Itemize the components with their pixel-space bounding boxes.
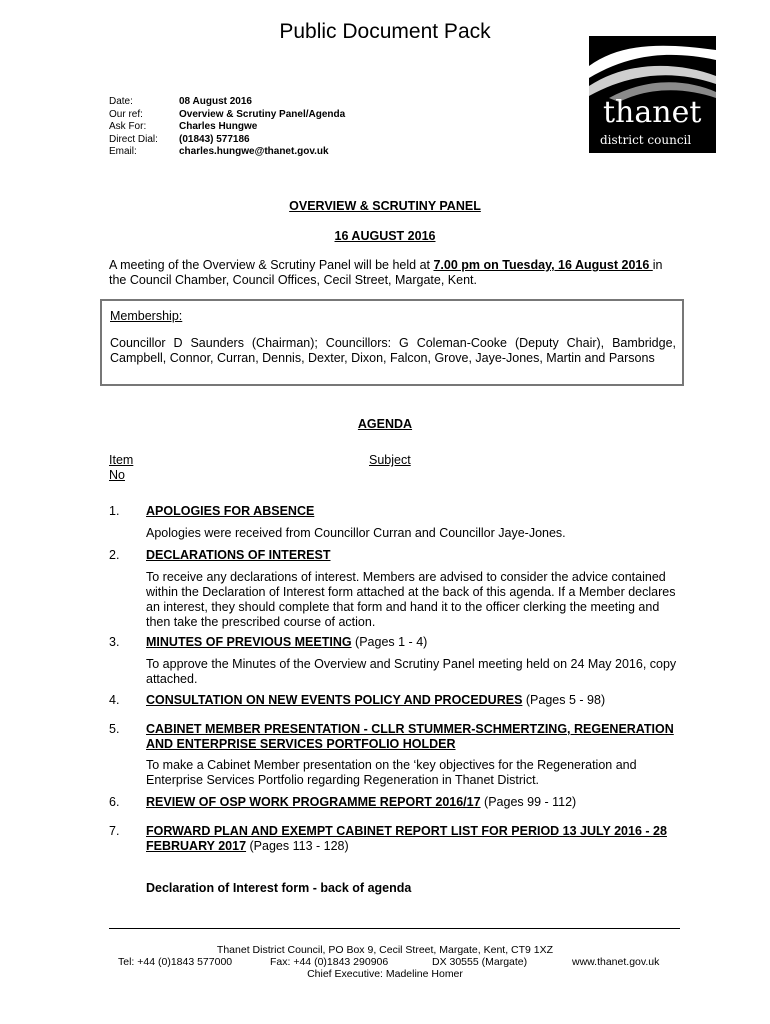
- item-number: 3.: [109, 635, 120, 649]
- footer-divider: [109, 928, 680, 929]
- item-title-text: REVIEW OF OSP WORK PROGRAMME REPORT 2016/17: [146, 795, 481, 809]
- membership-text: Councillor D Saunders (Chairman); Councillors: G Coleman-Cooke (Deputy Chair), Bambridge, Campbell, Connor, Curran, Dennis, Dexter, Dixon, Falcon, Grove, Jaye-Jones, Martin and Parsons: [110, 336, 676, 365]
- logo-wordmark: thanet: [603, 95, 702, 130]
- agenda-item-title: [146, 722, 691, 752]
- intro-time-date: 7.00 pm on Tuesday, 16 August 2016: [433, 258, 653, 272]
- agenda-item-title: [146, 795, 691, 810]
- agenda-item-description: To make a Cabinet Member presentation on the ‘key objectives for the Regeneration and Enterprise Services Portfolio regarding Regeneration in Thanet District.: [146, 758, 637, 787]
- meta-label: Email:: [109, 146, 137, 158]
- meta-value: Overview & Scrutiny Panel/Agenda: [179, 108, 346, 120]
- meta-value: 08 August 2016: [179, 96, 252, 107]
- item-pages: (Pages 113 - 128): [246, 839, 349, 853]
- declaration-note: Declaration of Interest form - back of agenda: [146, 881, 412, 895]
- item-title-text: APOLOGIES FOR ABSENCE: [146, 504, 315, 518]
- agenda-item-title: [146, 693, 691, 708]
- column-subject: Subject: [369, 453, 411, 467]
- agenda-item-title: [146, 504, 691, 519]
- intro-location: in the Council Chamber, Council Offices, Cecil Street, Margate, Kent.: [109, 258, 663, 287]
- agenda-item-description: To approve the Minutes of the Overview and Scrutiny Panel meeting held on 24 May 2016, copy attached.: [146, 657, 677, 686]
- item-number: 1.: [109, 504, 120, 518]
- column-no: No: [109, 468, 125, 482]
- item-number: 2.: [109, 548, 120, 562]
- footer-dx: DX 30555 (Margate): [432, 956, 528, 968]
- meeting-intro: [109, 258, 679, 288]
- footer-chief-executive: Chief Executive: Madeline Homer: [307, 968, 463, 980]
- footer-website[interactable]: www.thanet.gov.uk: [572, 956, 660, 968]
- meta-value: charles.hungwe@thanet.gov.uk: [179, 146, 329, 158]
- item-title-text: CONSULTATION ON NEW EVENTS POLICY AND PROCEDURES: [146, 693, 523, 707]
- meta-value: Charles Hungwe: [179, 121, 258, 133]
- item-title-text: DECLARATIONS OF INTEREST: [146, 548, 331, 562]
- item-number: 6.: [109, 795, 120, 809]
- logo-subtitle: district council: [600, 133, 692, 147]
- panel-heading: OVERVIEW & SCRUTINY PANEL: [289, 199, 481, 213]
- meta-value: (01843) 577186: [179, 133, 250, 145]
- meta-label: Date:: [109, 96, 133, 107]
- footer-address: Thanet District Council, PO Box 9, Cecil Street, Margate, Kent, CT9 1XZ: [216, 944, 554, 956]
- agenda-item-title: [146, 635, 691, 650]
- agenda-item-description: Apologies were received from Councillor Curran and Councillor Jaye-Jones.: [146, 526, 566, 540]
- document-title: Public Document Pack: [279, 20, 491, 43]
- agenda-item-title: [146, 548, 691, 563]
- meta-label: Direct Dial:: [109, 133, 158, 145]
- council-logo: [589, 36, 716, 153]
- item-pages: (Pages 99 - 112): [480, 795, 577, 809]
- meeting-date-heading: 16 AUGUST 2016: [334, 229, 436, 243]
- item-title-text: CABINET MEMBER PRESENTATION - CLLR STUMMER-SCHMERTZING, REGENERATION AND ENTERPRISE SERVICES PORTFOLIO HOLDER: [146, 722, 674, 751]
- intro-text: A meeting of the Overview & Scrutiny Panel will be held at: [109, 258, 434, 272]
- item-title-text: FORWARD PLAN AND EXEMPT CABINET REPORT LIST FOR PERIOD 13 JULY 2016 - 28 FEBRUARY 2017: [146, 824, 667, 853]
- agenda-item-title: [146, 824, 691, 854]
- meta-label: Our ref:: [109, 108, 143, 120]
- item-number: 4.: [109, 693, 120, 707]
- footer-tel: Tel: +44 (0)1843 577000: [118, 956, 233, 968]
- agenda-item-description: To receive any declarations of interest. Members are advised to consider the advice contained within the Declaration of Interest form attached at the back of this agenda. If a Member declares an interest, they should complete that form and hand it to the officer clerking the meeting and then take the prescribed course of action.: [146, 570, 676, 629]
- item-number: 5.: [109, 722, 120, 736]
- item-title-text: MINUTES OF PREVIOUS MEETING: [146, 635, 352, 649]
- item-pages: (Pages 1 - 4): [351, 635, 428, 649]
- item-number: 7.: [109, 824, 120, 838]
- membership-heading: Membership:: [110, 309, 183, 323]
- membership-box: [100, 299, 684, 386]
- reference-details: [109, 96, 345, 159]
- agenda-heading: AGENDA: [357, 417, 413, 431]
- item-pages: (Pages 5 - 98): [522, 693, 606, 707]
- column-item: Item: [109, 453, 134, 467]
- footer-fax: Fax: +44 (0)1843 290906: [270, 956, 389, 968]
- meta-label: Ask For:: [109, 121, 147, 133]
